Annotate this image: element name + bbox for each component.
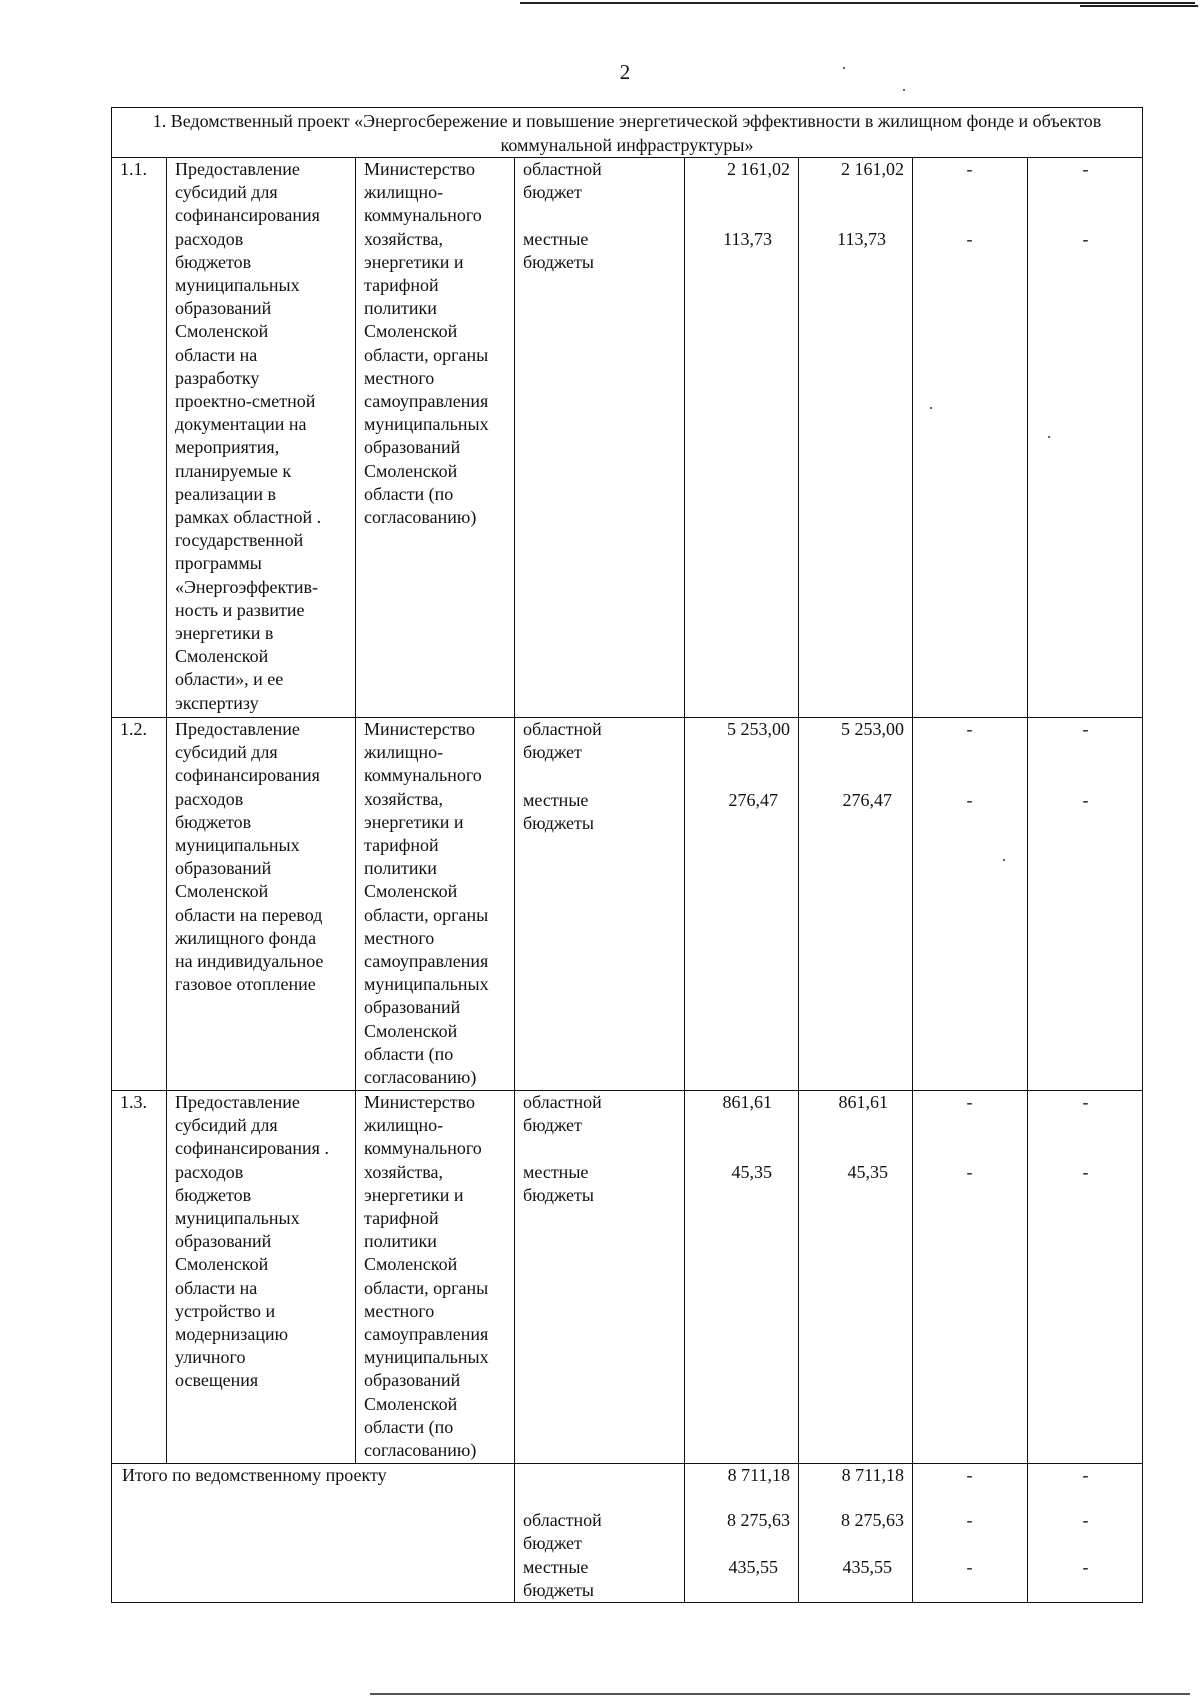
table-rule [1027,157,1028,1602]
budget-table [111,107,1143,1603]
year3-amount: - [1082,790,1089,810]
scan-speck [903,89,905,91]
totals-year2-amount: - [966,1557,973,1577]
row-number: 1.3. [120,1092,147,1112]
total-amount: 113,73 [723,229,772,249]
year2-amount: - [966,1092,973,1112]
totals-funding-source: местные бюджеты [523,1557,594,1601]
totals-total-amount: 435,55 [728,1557,778,1577]
funding-source: областной бюджет [523,719,602,763]
year1-amount: 2 161,02 [841,159,904,179]
totals-label: Итого по ведомственному проекту [122,1465,387,1485]
table-rule [684,157,685,1602]
executor: Министерство жилищно- коммунального хозяйства, энергетики и тарифной политики Смоленской области, органы местного самоуправления муниципальных образований Смоленской области (по согласованию) [364,159,489,528]
total-amount: 5 253,00 [727,719,790,739]
funding-source: областной бюджет [523,1092,602,1136]
totals-year3-amount: - [1082,1465,1089,1485]
year2-amount: - [966,790,973,810]
funding-source: местные бюджеты [523,229,594,273]
totals-year1-amount: 435,55 [842,1557,892,1577]
table-rule [912,157,913,1602]
table-rule [166,157,167,1463]
measure-name: Предоставление субсидий для софинансирования расходов бюджетов муниципальных образований Смоленской области на разработку проектно-сметной документации на мероприятия, планируемые к реализации в рамках областной . государственной программы «Энергоэффектив- ность и развитие энергетики в Смоленской области», и ее экспертизу [175,159,322,713]
totals-year1-amount: 8 275,63 [841,1510,904,1530]
totals-total-amount: 8 275,63 [727,1510,790,1530]
totals-year1-amount: 8 711,18 [841,1465,904,1485]
executor: Министерство жилищно- коммунального хозяйства, энергетики и тарифной политики Смоленской области, органы местного самоуправления муниципальных образований Смоленской области (по согласованию) [364,719,489,1088]
year3-amount: - [1082,719,1089,739]
totals-funding-source: областной бюджет [523,1510,602,1554]
table-rule [514,157,515,1602]
scan-edge-top-right [1080,5,1198,7]
scan-edge-bottom [370,1693,1190,1695]
year1-amount: 276,47 [842,790,892,810]
totals-year3-amount: - [1082,1557,1089,1577]
year3-amount: - [1082,1092,1089,1112]
total-amount: 276,47 [728,790,778,810]
year3-amount: - [1082,1162,1089,1182]
year3-amount: - [1082,159,1089,179]
total-amount: 861,61 [722,1092,772,1112]
totals-year2-amount: - [966,1465,973,1485]
row-number: 1.1. [120,159,147,179]
year1-amount: 5 253,00 [841,719,904,739]
executor: Министерство жилищно- коммунального хозяйства, энергетики и тарифной политики Смоленской области, органы местного самоуправления муниципальных образований Смоленской области (по согласованию) [364,1092,489,1461]
section-header: 1. Ведомственный проект «Энергосбережение и повышение энергетической эффективности в жилищном фонде и объектов коммунальной инфраструктуры» [152,111,1102,155]
row-number: 1.2. [120,719,147,739]
table-rule [798,157,799,1602]
total-amount: 2 161,02 [727,159,790,179]
funding-source: местные бюджеты [523,790,594,834]
year2-amount: - [966,229,973,249]
funding-source: областной бюджет [523,159,602,203]
year3-amount: - [1082,229,1089,249]
totals-year3-amount: - [1082,1510,1089,1530]
totals-year2-amount: - [966,1510,973,1530]
year1-amount: 861,61 [838,1092,888,1112]
table-rule [355,157,356,1463]
measure-name: Предоставление субсидий для софинансирования . расходов бюджетов муниципальных образований Смоленской области на устройство и модернизацию уличного освещения [175,1092,329,1391]
year2-amount: - [966,719,973,739]
scan-edge-top [520,2,1195,4]
measure-name: Предоставление субсидий для софинансирования расходов бюджетов муниципальных образований Смоленской области на перевод жилищного фонда на индивидуальное газовое отопление [175,719,324,995]
year2-amount: - [966,1162,973,1182]
page-number: 2 [619,60,631,84]
funding-source: местные бюджеты [523,1162,594,1206]
year2-amount: - [966,159,973,179]
year1-amount: 113,73 [837,229,886,249]
year1-amount: 45,35 [847,1162,888,1182]
totals-total-amount: 8 711,18 [727,1465,790,1485]
total-amount: 45,35 [731,1162,772,1182]
